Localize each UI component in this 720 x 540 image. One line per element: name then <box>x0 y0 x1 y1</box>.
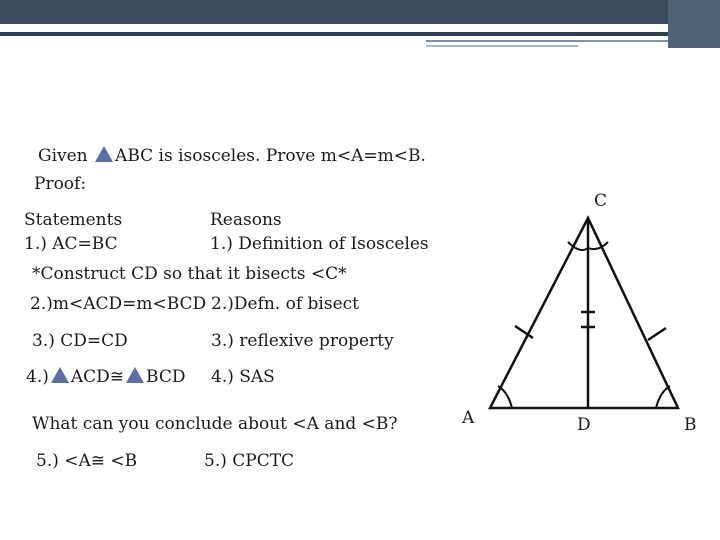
reason-1: 1.) Definition of Isosceles <box>210 234 429 254</box>
reason-2: 2.)Defn. of bisect <box>211 294 359 314</box>
statement-2: 2.)m<ACD=m<BCD <box>30 294 207 314</box>
statement-3: 3.) CD=CD <box>32 331 128 351</box>
statement-4-end: BCD <box>146 367 186 387</box>
conclusion-question: What can you conclude about <A and <B? <box>32 414 398 434</box>
construct-note: *Construct CD so that it bisects <C* <box>32 264 347 284</box>
reason-3: 3.) reflexive property <box>211 331 394 351</box>
statement-1: 1.) AC=BC <box>24 234 118 254</box>
statement-4-prefix: 4.) <box>26 367 49 387</box>
reason-5: 5.) CPCTC <box>204 451 295 471</box>
proof-label: Proof: <box>34 174 87 194</box>
vertex-label-d: D <box>577 415 591 435</box>
statements-heading: Statements <box>24 210 123 230</box>
statement-4-mid: ACD≅ <box>70 367 125 387</box>
given-text: ABC is isosceles. Prove m<A=m<B. <box>115 146 426 166</box>
statement-5: 5.) <A≅ <B <box>36 451 138 471</box>
angle-arc-bcd <box>588 242 608 249</box>
vertex-label-a: A <box>462 408 475 428</box>
vertex-label-b: B <box>684 415 697 435</box>
reason-4: 4.) SAS <box>211 367 275 387</box>
reasons-heading: Reasons <box>210 210 282 230</box>
vertex-label-c: C <box>594 191 608 211</box>
tick-bc <box>648 328 666 340</box>
given-prefix: Given <box>38 146 88 166</box>
